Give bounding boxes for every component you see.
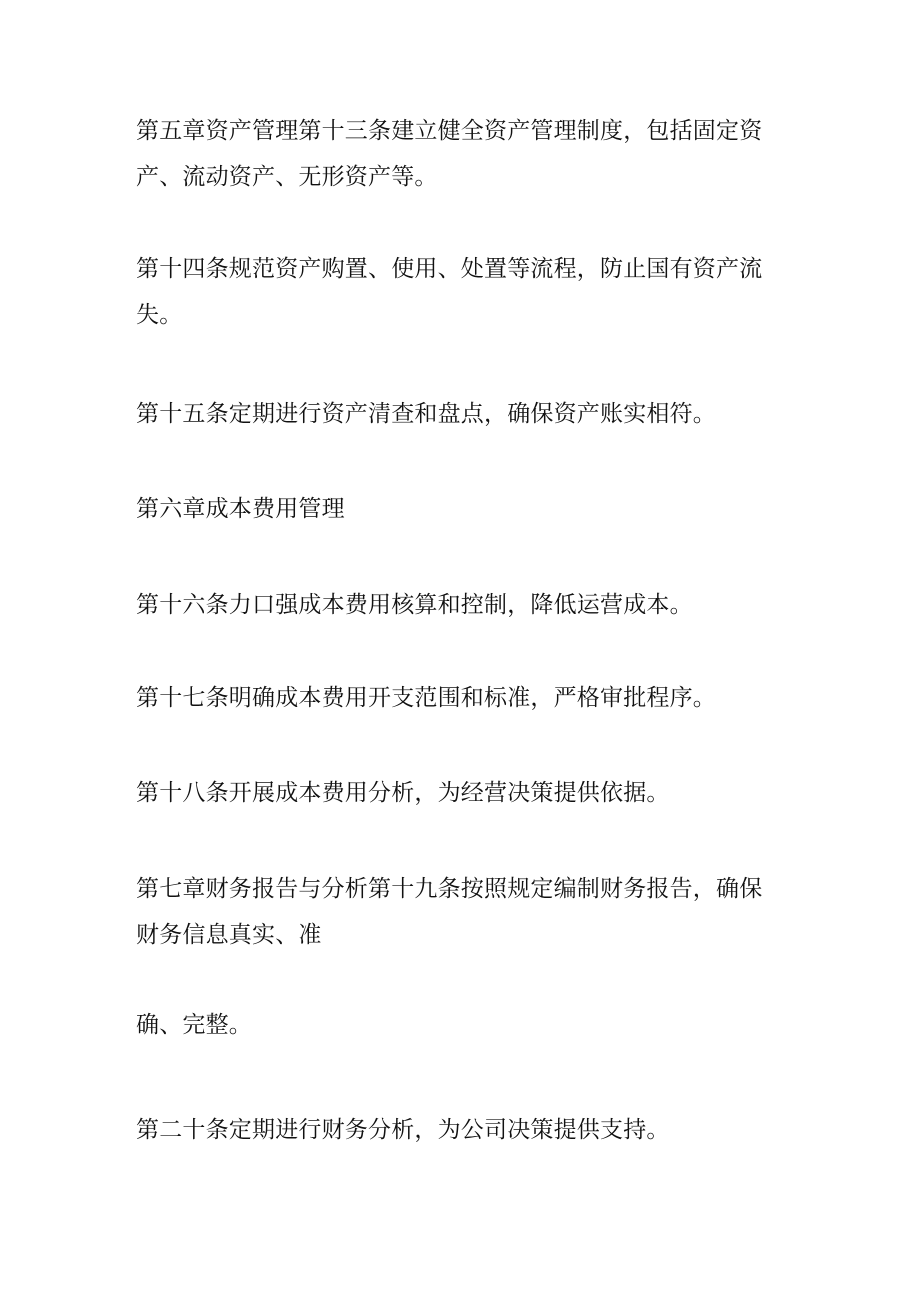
paragraph-article18: 第十八条开展成本费用分析，为经营决策提供依据。 <box>136 780 670 806</box>
paragraph-article16: 第十六条力口强成本费用核算和控制，降低运营成本。 <box>136 592 693 618</box>
paragraph-article14: 第十四条规范资产购置、使用、处置等流程，防止国有资产流失。 <box>136 256 763 328</box>
paragraph-article15: 第十五条定期进行资产清查和盘点，确保资产账实相符。 <box>136 401 716 427</box>
paragraph-article17: 第十七条明确成本费用开支范围和标准，严格审批程序。 <box>136 685 716 711</box>
paragraph-chapter7-article19: 第七章财务报告与分析第十九条按照规定编制财务报告，确保财务信息真实、准 <box>136 876 763 948</box>
chapter6-heading: 第六章成本费用管理 <box>136 496 345 522</box>
paragraph-article19-continued: 确、完整。 <box>136 1012 252 1038</box>
paragraph-article20: 第二十条定期进行财务分析，为公司决策提供支持。 <box>136 1117 670 1143</box>
paragraph-chapter5-article13: 第五章资产管理第十三条建立健全资产管理制度，包括固定资产、流动资产、无形资产等。 <box>136 118 763 190</box>
